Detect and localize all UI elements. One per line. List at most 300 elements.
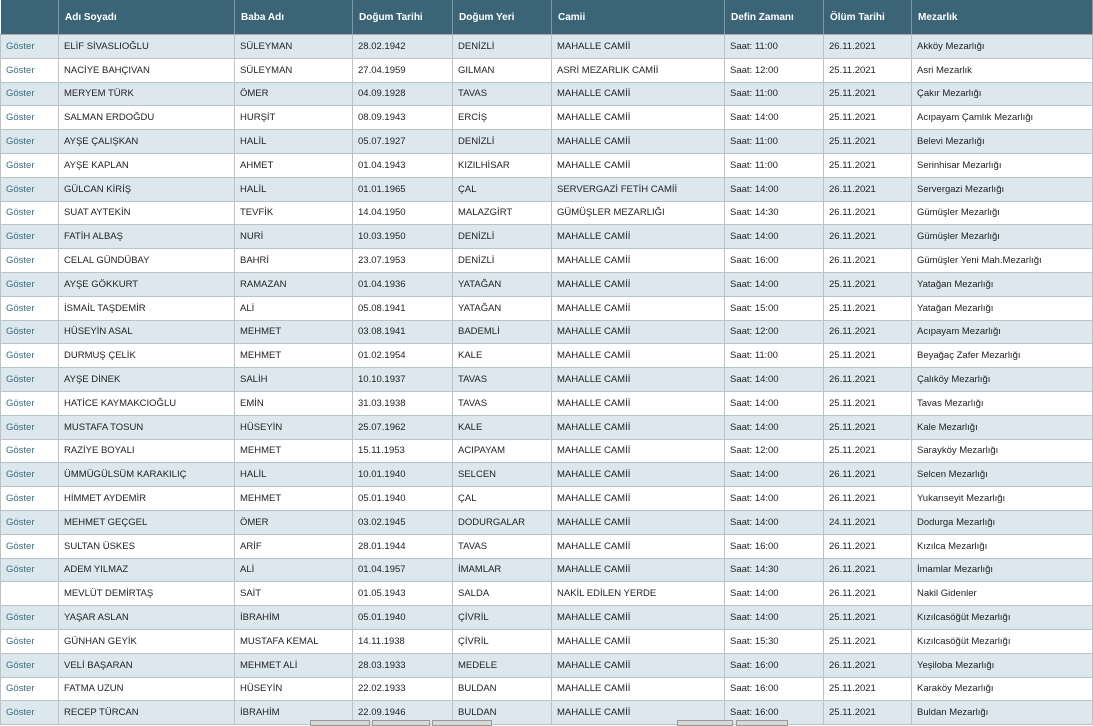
death-date-cell: 25.11.2021: [824, 153, 912, 177]
show-link[interactable]: Göster: [1, 653, 59, 677]
death-date-cell: 26.11.2021: [824, 582, 912, 606]
burial-time-cell: Saat: 14:00: [725, 368, 824, 392]
table-row: [1, 391, 1093, 415]
birth-date-cell: 22.02.1933: [353, 677, 453, 701]
table-row: [1, 582, 1093, 606]
death-date-cell: 25.11.2021: [824, 296, 912, 320]
birth-place-cell: KIZILHİSAR: [453, 153, 552, 177]
birth-date-cell: 10.03.1950: [353, 225, 453, 249]
father-name-cell: BAHRİ: [235, 249, 353, 273]
mosque-cell: MAHALLE CAMİİ: [552, 106, 725, 130]
death-date-cell: 25.11.2021: [824, 58, 912, 82]
mosque-cell: MAHALLE CAMİİ: [552, 463, 725, 487]
father-name-column-header: Baba Adı: [235, 0, 353, 35]
birth-place-cell: KALE: [453, 344, 552, 368]
birth-place-cell: ÇİVRİL: [453, 629, 552, 653]
cemetery-cell: Akköy Mezarlığı: [912, 35, 1093, 59]
name-cell: SULTAN ÜSKES: [59, 534, 235, 558]
show-link[interactable]: Göster: [1, 463, 59, 487]
mosque-cell: MAHALLE CAMİİ: [552, 344, 725, 368]
pager-button[interactable]: [736, 720, 788, 726]
birth-place-cell: BADEMLİ: [453, 320, 552, 344]
name-cell: MEHMET GEÇGEL: [59, 510, 235, 534]
cemetery-cell: Servergazi Mezarlığı: [912, 177, 1093, 201]
death-date-cell: 26.11.2021: [824, 653, 912, 677]
death-date-cell: 26.11.2021: [824, 487, 912, 511]
name-cell: SUAT AYTEKİN: [59, 201, 235, 225]
mosque-cell: MAHALLE CAMİİ: [552, 534, 725, 558]
mosque-cell: MAHALLE CAMİİ: [552, 130, 725, 154]
cemetery-cell: Kızılcasöğüt Mezarlığı: [912, 606, 1093, 630]
burial-time-cell: Saat: 14:00: [725, 606, 824, 630]
cemetery-cell: Beyağaç Zafer Mezarlığı: [912, 344, 1093, 368]
cemetery-cell: Yatağan Mezarlığı: [912, 296, 1093, 320]
cemetery-cell: Gümüşler Yeni Mah.Mezarlığı: [912, 249, 1093, 273]
mosque-cell: MAHALLE CAMİİ: [552, 653, 725, 677]
mosque-cell: MAHALLE CAMİİ: [552, 439, 725, 463]
table-row: [1, 225, 1093, 249]
cemetery-cell: Nakil Gidenler: [912, 582, 1093, 606]
birth-place-cell: ACIPAYAM: [453, 439, 552, 463]
name-cell: AYŞE GÖKKURT: [59, 272, 235, 296]
mosque-cell: MAHALLE CAMİİ: [552, 320, 725, 344]
show-link[interactable]: Göster: [1, 272, 59, 296]
father-name-cell: ÖMER: [235, 82, 353, 106]
death-date-cell: 26.11.2021: [824, 177, 912, 201]
cemetery-cell: Selcen Mezarlığı: [912, 463, 1093, 487]
table-row: [1, 558, 1093, 582]
mosque-cell: MAHALLE CAMİİ: [552, 368, 725, 392]
father-name-cell: AHMET: [235, 153, 353, 177]
birth-date-cell: 23.07.1953: [353, 249, 453, 273]
name-cell: MEVLÜT DEMİRTAŞ: [59, 582, 235, 606]
pager-button[interactable]: [432, 720, 492, 726]
father-name-cell: ARİF: [235, 534, 353, 558]
burial-time-cell: Saat: 14:00: [725, 463, 824, 487]
father-name-cell: İBRAHİM: [235, 701, 353, 725]
show-link[interactable]: Göster: [1, 487, 59, 511]
show-link[interactable]: Göster: [1, 701, 59, 725]
birth-place-cell: MALAZGİRT: [453, 201, 552, 225]
birth-place-cell: ÇİVRİL: [453, 606, 552, 630]
burial-time-cell: Saat: 14:00: [725, 415, 824, 439]
show-link[interactable]: Göster: [1, 391, 59, 415]
mosque-cell: MAHALLE CAMİİ: [552, 487, 725, 511]
table-row: [1, 510, 1093, 534]
mosque-cell: MAHALLE CAMİİ: [552, 415, 725, 439]
burial-time-cell: Saat: 11:00: [725, 344, 824, 368]
father-name-cell: TEVFİK: [235, 201, 353, 225]
death-date-cell: 25.11.2021: [824, 272, 912, 296]
mosque-cell: MAHALLE CAMİİ: [552, 701, 725, 725]
cemetery-cell: Kızılca Mezarlığı: [912, 534, 1093, 558]
birth-date-cell: 05.01.1940: [353, 606, 453, 630]
birth-date-column-header: Doğum Tarihi: [353, 0, 453, 35]
name-cell: DURMUŞ ÇELİK: [59, 344, 235, 368]
mosque-cell: MAHALLE CAMİİ: [552, 249, 725, 273]
death-date-cell: 25.11.2021: [824, 415, 912, 439]
death-date-cell: 25.11.2021: [824, 439, 912, 463]
burial-time-cell: Saat: 14:30: [725, 201, 824, 225]
burial-time-cell: Saat: 11:00: [725, 130, 824, 154]
name-cell: YAŞAR ASLAN: [59, 606, 235, 630]
burial-time-cell: Saat: 12:00: [725, 58, 824, 82]
birth-date-cell: 31.03.1938: [353, 391, 453, 415]
father-name-cell: İBRAHİM: [235, 606, 353, 630]
birth-date-cell: 01.01.1965: [353, 177, 453, 201]
table-row: [1, 106, 1093, 130]
show-link[interactable]: Göster: [1, 368, 59, 392]
table-row: [1, 272, 1093, 296]
father-name-cell: SALİH: [235, 368, 353, 392]
show-link[interactable]: Göster: [1, 320, 59, 344]
birth-place-cell: DODURGALAR: [453, 510, 552, 534]
birth-place-cell: ÇAL: [453, 487, 552, 511]
name-cell: RECEP TÜRCAN: [59, 701, 235, 725]
show-link[interactable]: Göster: [1, 439, 59, 463]
death-date-cell: 25.11.2021: [824, 391, 912, 415]
show-link[interactable]: Göster: [1, 201, 59, 225]
death-date-cell: 25.11.2021: [824, 701, 912, 725]
birth-date-cell: 27.04.1959: [353, 58, 453, 82]
birth-date-cell: 08.09.1943: [353, 106, 453, 130]
father-name-cell: HÜSEYİN: [235, 677, 353, 701]
table-row: [1, 249, 1093, 273]
show-link[interactable]: Göster: [1, 153, 59, 177]
birth-date-cell: 25.07.1962: [353, 415, 453, 439]
mosque-cell: MAHALLE CAMİİ: [552, 677, 725, 701]
show-link[interactable]: Göster: [1, 249, 59, 273]
birth-date-cell: 05.08.1941: [353, 296, 453, 320]
burial-time-cell: Saat: 11:00: [725, 153, 824, 177]
pager-button[interactable]: [310, 720, 370, 726]
name-cell: ELİF SİVASLIOĞLU: [59, 35, 235, 59]
birth-date-cell: 28.02.1942: [353, 35, 453, 59]
name-cell: HATİCE KAYMAKCIOĞLU: [59, 391, 235, 415]
cemetery-cell: Yatağan Mezarlığı: [912, 272, 1093, 296]
birth-place-cell: YATAĞAN: [453, 272, 552, 296]
cemetery-cell: Sarayköy Mezarlığı: [912, 439, 1093, 463]
burial-time-cell: Saat: 14:00: [725, 177, 824, 201]
table-row: [1, 153, 1093, 177]
table-row: [1, 344, 1093, 368]
pager: [0, 719, 1093, 724]
birth-date-cell: 05.07.1927: [353, 130, 453, 154]
birth-place-cell: DENİZLİ: [453, 130, 552, 154]
name-cell: AYŞE KAPLAN: [59, 153, 235, 177]
table-body: [1, 35, 1093, 725]
death-date-cell: 26.11.2021: [824, 534, 912, 558]
cemetery-cell: Gümüşler Mezarlığı: [912, 201, 1093, 225]
cemetery-cell: Tavas Mezarlığı: [912, 391, 1093, 415]
death-date-cell: 25.11.2021: [824, 344, 912, 368]
death-date-cell: 25.11.2021: [824, 130, 912, 154]
burial-time-cell: Saat: 14:00: [725, 487, 824, 511]
burial-time-cell: Saat: 11:00: [725, 35, 824, 59]
father-name-cell: SAİT: [235, 582, 353, 606]
father-name-cell: HÜSEYİN: [235, 415, 353, 439]
birth-date-cell: 04.09.1928: [353, 82, 453, 106]
burial-time-cell: Saat: 16:00: [725, 534, 824, 558]
father-name-cell: MEHMET: [235, 487, 353, 511]
mosque-cell: MAHALLE CAMİİ: [552, 606, 725, 630]
mosque-column-header: Camii: [552, 0, 725, 35]
death-date-cell: 26.11.2021: [824, 225, 912, 249]
cemetery-cell: Acıpayam Çamlık Mezarlığı: [912, 106, 1093, 130]
name-cell: HÜSEYİN ASAL: [59, 320, 235, 344]
birth-date-cell: 03.02.1945: [353, 510, 453, 534]
table-row: [1, 487, 1093, 511]
mosque-cell: NAKİL EDİLEN YERDE: [552, 582, 725, 606]
death-date-cell: 26.11.2021: [824, 463, 912, 487]
mosque-cell: MAHALLE CAMİİ: [552, 35, 725, 59]
birth-place-column-header: Doğum Yeri: [453, 0, 552, 35]
name-cell: FATMA UZUN: [59, 677, 235, 701]
father-name-cell: ALİ: [235, 558, 353, 582]
burial-time-column-header: Defin Zamanı: [725, 0, 824, 35]
birth-place-cell: DENİZLİ: [453, 35, 552, 59]
mosque-cell: MAHALLE CAMİİ: [552, 510, 725, 534]
name-cell: ADEM YILMAZ: [59, 558, 235, 582]
mosque-cell: MAHALLE CAMİİ: [552, 272, 725, 296]
show-link[interactable]: Göster: [1, 82, 59, 106]
birth-place-cell: TAVAS: [453, 534, 552, 558]
show-link[interactable]: Göster: [1, 415, 59, 439]
mosque-cell: SERVERGAZİ FETİH CAMİİ: [552, 177, 725, 201]
father-name-cell: EMİN: [235, 391, 353, 415]
birth-date-cell: 28.03.1933: [353, 653, 453, 677]
birth-place-cell: BULDAN: [453, 677, 552, 701]
cemetery-cell: Belevi Mezarlığı: [912, 130, 1093, 154]
mosque-cell: MAHALLE CAMİİ: [552, 296, 725, 320]
show-link[interactable]: Göster: [1, 606, 59, 630]
burial-time-cell: Saat: 14:00: [725, 510, 824, 534]
birth-place-cell: DENİZLİ: [453, 249, 552, 273]
father-name-cell: HALİL: [235, 177, 353, 201]
birth-place-cell: MEDELE: [453, 653, 552, 677]
table-row: [1, 58, 1093, 82]
name-cell: NACİYE BAHÇIVAN: [59, 58, 235, 82]
father-name-cell: NURİ: [235, 225, 353, 249]
name-cell: RAZİYE BOYALI: [59, 439, 235, 463]
burial-time-cell: Saat: 12:00: [725, 320, 824, 344]
birth-date-cell: 03.08.1941: [353, 320, 453, 344]
birth-date-cell: 22.09.1946: [353, 701, 453, 725]
cemetery-column-header: Mezarlık: [912, 0, 1093, 35]
name-cell: İSMAİL TAŞDEMİR: [59, 296, 235, 320]
death-date-column-header: Ölüm Tarihi: [824, 0, 912, 35]
father-name-cell: MUSTAFA KEMAL: [235, 629, 353, 653]
birth-place-cell: ÇAL: [453, 177, 552, 201]
show-link[interactable]: Göster: [1, 677, 59, 701]
name-cell: AYŞE ÇALIŞKAN: [59, 130, 235, 154]
burial-time-cell: Saat: 16:00: [725, 249, 824, 273]
name-cell: MUSTAFA TOSUN: [59, 415, 235, 439]
death-date-cell: 26.11.2021: [824, 201, 912, 225]
father-name-cell: MEHMET: [235, 344, 353, 368]
death-date-cell: 25.11.2021: [824, 629, 912, 653]
cemetery-cell: Asri Mezarlık: [912, 58, 1093, 82]
name-cell: CELAL GÜNDÜBAY: [59, 249, 235, 273]
header-row: [1, 0, 1093, 35]
burial-time-cell: Saat: 16:00: [725, 701, 824, 725]
table-row: [1, 296, 1093, 320]
death-date-cell: 26.11.2021: [824, 249, 912, 273]
birth-place-cell: YATAĞAN: [453, 296, 552, 320]
birth-date-cell: 14.04.1950: [353, 201, 453, 225]
death-date-cell: 26.11.2021: [824, 35, 912, 59]
death-date-cell: 25.11.2021: [824, 106, 912, 130]
cemetery-cell: Acıpayam Mezarlığı: [912, 320, 1093, 344]
mosque-cell: MAHALLE CAMİİ: [552, 82, 725, 106]
birth-place-cell: TAVAS: [453, 368, 552, 392]
birth-place-cell: TAVAS: [453, 391, 552, 415]
birth-place-cell: TAVAS: [453, 82, 552, 106]
burial-time-cell: Saat: 14:30: [725, 558, 824, 582]
mosque-cell: MAHALLE CAMİİ: [552, 558, 725, 582]
table-row: [1, 439, 1093, 463]
death-date-cell: 25.11.2021: [824, 82, 912, 106]
pager-button[interactable]: [677, 720, 733, 726]
show-link[interactable]: Göster: [1, 225, 59, 249]
birth-date-cell: 28.01.1944: [353, 534, 453, 558]
table-row: [1, 534, 1093, 558]
name-cell: VELİ BAŞARAN: [59, 653, 235, 677]
mosque-cell: MAHALLE CAMİİ: [552, 153, 725, 177]
cemetery-cell: Yeşiloba Mezarlığı: [912, 653, 1093, 677]
name-cell: ÜMMÜGÜLSÜM KARAKILIÇ: [59, 463, 235, 487]
burial-time-cell: Saat: 14:00: [725, 272, 824, 296]
show-link[interactable]: Göster: [1, 534, 59, 558]
name-cell: GÜNHAN GEYİK: [59, 629, 235, 653]
cemetery-cell: Yukarıseyit Mezarlığı: [912, 487, 1093, 511]
mosque-cell: GÜMÜŞLER MEZARLIĞI: [552, 201, 725, 225]
father-name-cell: SÜLEYMAN: [235, 35, 353, 59]
show-link[interactable]: Göster: [1, 629, 59, 653]
table-row: [1, 653, 1093, 677]
show-link[interactable]: Göster: [1, 106, 59, 130]
father-name-cell: ÖMER: [235, 510, 353, 534]
death-date-cell: 25.11.2021: [824, 606, 912, 630]
table-row: [1, 606, 1093, 630]
death-date-cell: 24.11.2021: [824, 510, 912, 534]
burial-time-cell: Saat: 16:00: [725, 677, 824, 701]
burial-time-cell: Saat: 11:00: [725, 82, 824, 106]
father-name-cell: HALİL: [235, 130, 353, 154]
father-name-cell: HURŞİT: [235, 106, 353, 130]
table-row: [1, 201, 1093, 225]
show-link[interactable]: Göster: [1, 35, 59, 59]
burial-time-cell: Saat: 14:00: [725, 391, 824, 415]
mosque-cell: MAHALLE CAMİİ: [552, 629, 725, 653]
show-link[interactable]: Göster: [1, 58, 59, 82]
birth-place-cell: SELCEN: [453, 463, 552, 487]
show-link[interactable]: Göster: [1, 510, 59, 534]
link-column-header: [1, 0, 59, 35]
birth-date-cell: 05.01.1940: [353, 487, 453, 511]
show-link[interactable]: Göster: [1, 177, 59, 201]
table-row: [1, 463, 1093, 487]
burial-time-cell: Saat: 15:00: [725, 296, 824, 320]
father-name-cell: MEHMET: [235, 320, 353, 344]
show-link[interactable]: Göster: [1, 344, 59, 368]
table-row: [1, 677, 1093, 701]
table-row: [1, 368, 1093, 392]
birth-date-cell: 10.10.1937: [353, 368, 453, 392]
birth-date-cell: 01.02.1954: [353, 344, 453, 368]
table-row: [1, 415, 1093, 439]
mosque-cell: MAHALLE CAMİİ: [552, 391, 725, 415]
table-row: [1, 82, 1093, 106]
birth-date-cell: 14.11.1938: [353, 629, 453, 653]
name-column-header: Adı Soyadı: [59, 0, 235, 35]
birth-place-cell: BULDAN: [453, 701, 552, 725]
pager-button[interactable]: [372, 720, 430, 726]
birth-date-cell: 15.11.1953: [353, 439, 453, 463]
father-name-cell: MEHMET ALİ: [235, 653, 353, 677]
burial-time-cell: Saat: 12:00: [725, 439, 824, 463]
cemetery-cell: Gümüşler Mezarlığı: [912, 225, 1093, 249]
show-link[interactable]: Göster: [1, 130, 59, 154]
cemetery-cell: Kızılcasöğüt Mezarlığı: [912, 629, 1093, 653]
birth-place-cell: GILMAN: [453, 58, 552, 82]
table-row: [1, 320, 1093, 344]
death-date-cell: 26.11.2021: [824, 558, 912, 582]
father-name-cell: HALİL: [235, 463, 353, 487]
birth-place-cell: ERCİŞ: [453, 106, 552, 130]
death-date-cell: 26.11.2021: [824, 320, 912, 344]
table-row: [1, 130, 1093, 154]
birth-date-cell: 01.05.1943: [353, 582, 453, 606]
birth-place-cell: İMAMLAR: [453, 558, 552, 582]
name-cell: SALMAN ERDOĞDU: [59, 106, 235, 130]
birth-date-cell: 10.01.1940: [353, 463, 453, 487]
show-link[interactable]: Göster: [1, 558, 59, 582]
death-date-cell: 25.11.2021: [824, 677, 912, 701]
birth-place-cell: SALDA: [453, 582, 552, 606]
father-name-cell: RAMAZAN: [235, 272, 353, 296]
birth-place-cell: KALE: [453, 415, 552, 439]
name-cell: AYŞE DİNEK: [59, 368, 235, 392]
father-name-cell: SÜLEYMAN: [235, 58, 353, 82]
burial-time-cell: Saat: 15:30: [725, 629, 824, 653]
birth-date-cell: 01.04.1957: [353, 558, 453, 582]
cemetery-cell: İmamlar Mezarlığı: [912, 558, 1093, 582]
death-date-cell: 26.11.2021: [824, 368, 912, 392]
name-cell: MERYEM TÜRK: [59, 82, 235, 106]
cemetery-cell: Karaköy Mezarlığı: [912, 677, 1093, 701]
cemetery-cell: Kale Mezarlığı: [912, 415, 1093, 439]
name-cell: GÜLCAN KİRİŞ: [59, 177, 235, 201]
cemetery-cell: Buldan Mezarlığı: [912, 701, 1093, 725]
burial-time-cell: Saat: 14:00: [725, 582, 824, 606]
cemetery-cell: Çalıköy Mezarlığı: [912, 368, 1093, 392]
birth-date-cell: 01.04.1943: [353, 153, 453, 177]
show-link[interactable]: Göster: [1, 296, 59, 320]
table-row: [1, 629, 1093, 653]
name-cell: HİMMET AYDEMİR: [59, 487, 235, 511]
father-name-cell: ALİ: [235, 296, 353, 320]
show-link: [1, 582, 59, 606]
cemetery-cell: Çakır Mezarlığı: [912, 82, 1093, 106]
mosque-cell: ASRİ MEZARLIK CAMİİ: [552, 58, 725, 82]
burial-time-cell: Saat: 14:00: [725, 225, 824, 249]
name-cell: FATİH ALBAŞ: [59, 225, 235, 249]
burial-time-cell: Saat: 16:00: [725, 653, 824, 677]
burial-time-cell: Saat: 14:00: [725, 106, 824, 130]
birth-place-cell: DENİZLİ: [453, 225, 552, 249]
table-row: [1, 35, 1093, 59]
